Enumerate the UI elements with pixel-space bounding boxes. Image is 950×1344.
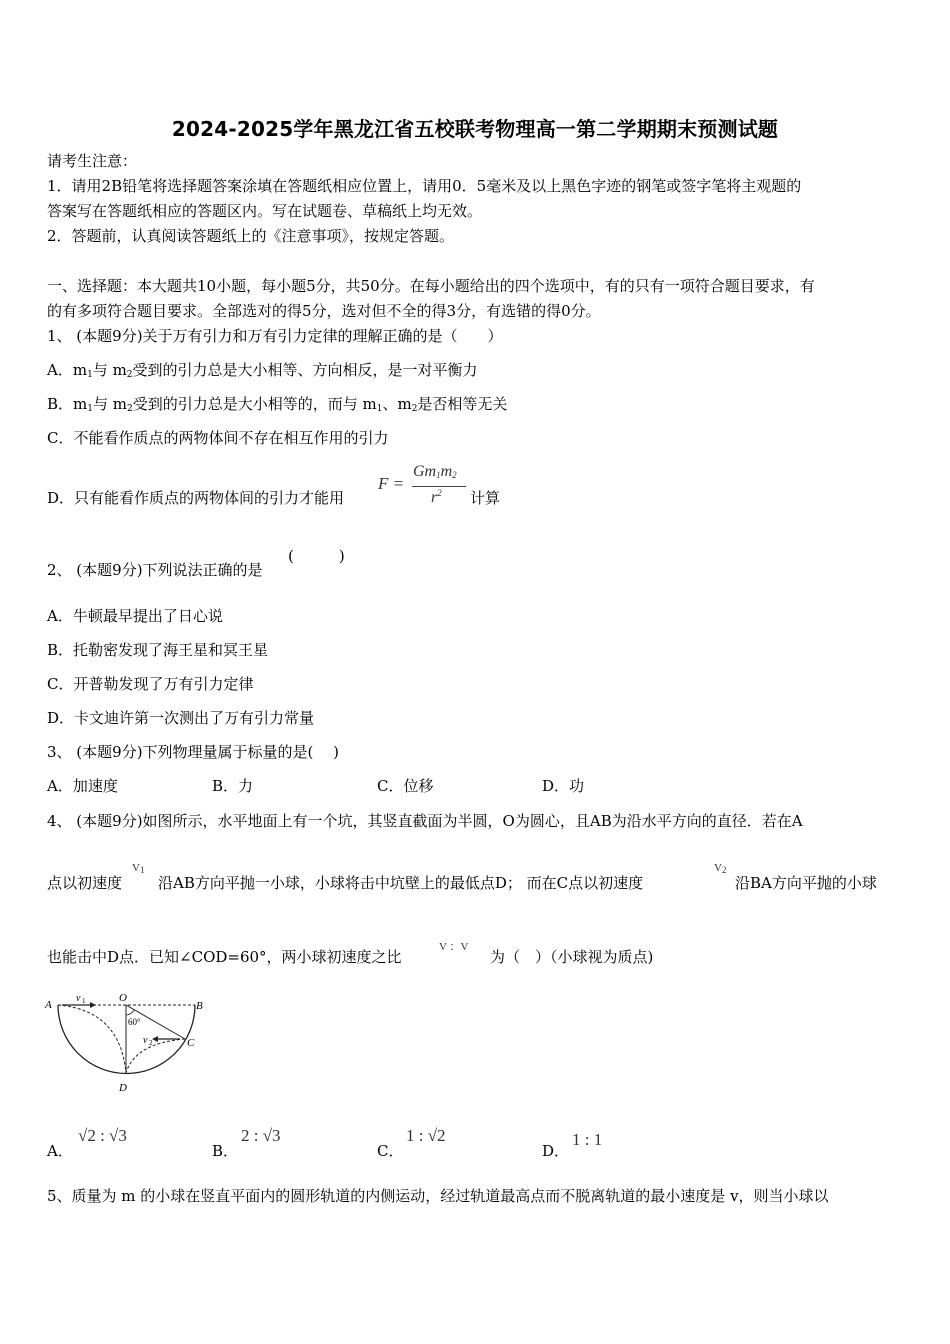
label-a: A [45,999,52,1011]
gravitation-formula-numerator: $Gm_1m_2$ [413,463,457,480]
q3-stem: 3、 (本题9分)下列物理量属于标量的是( ) [47,743,340,761]
section-intro-1: 一、选择题：本大题共10小题，每小题5分，共50分。在每小题给出的四个选项中，有的只有一项符合题目要求，有 [47,277,815,295]
q1-option-d-suffix: 计算 [470,489,501,507]
q4-stem-line2b: 沿AB方向平抛一小球，小球将击中坑壁上的最低点D； 而在C点以初速度 [158,874,644,892]
q3-option-b: B．力 [212,777,254,795]
v1-symbol: $V_1$ [132,862,145,875]
q4-stem-line2a: 点以初速度 [47,874,123,892]
q4-option-c-value: 1 : √2 [406,1126,446,1145]
q5-stem-line1: 5、质量为 m 的小球在竖直平面内的圆形轨道的内侧运动，经过轨道最高点而不脱离轨道的最小速度是 v，则当小球以 [47,1187,829,1205]
q4-stem-line1: 4、 (本题9分)如图所示，水平地面上有一个坑，其竖直截面为半圆，O为圆心，且AB为沿水平方向的直径．若在A [47,812,803,830]
q4-option-b-value: 2 : √3 [241,1126,281,1145]
formula-fraction-bar [412,486,466,487]
q2-option-d: D．卡文迪许第一次测出了万有引力常量 [47,709,315,727]
q1-option-b: B．$m_1$与 $m_2$受到的引力总是大小相等的，而与 $m_1$、$m_2$是否相等无关 [47,395,508,414]
label-v1: v [76,993,81,1004]
label-d: D [119,1082,127,1094]
notice-heading: 请考生注意： [47,152,138,170]
q4-option-d-label: D． [542,1142,570,1160]
q4-stem-line3b: 为（ ）（小球视为质点) [490,948,654,966]
v2-symbol: $V_2$ [714,862,727,875]
q2-option-b: B．托勒密发现了海王星和冥王星 [47,641,269,659]
q3-option-d: D．功 [542,777,585,795]
q4-stem-line3a: 也能击中D点．已知∠COD=60°，两小球初速度之比 [47,948,402,966]
q4-option-a-value: √2 : √3 [78,1126,127,1145]
label-c: C [187,1037,195,1049]
label-o: O [119,992,127,1004]
q3-option-c: C．位移 [377,777,434,795]
trajectory-a [58,1005,126,1073]
label-v2-sub: 2 [149,1039,153,1047]
label-b: B [196,1000,203,1012]
v1-arrowhead [90,1002,96,1008]
q1-option-c: C．不能看作质点的两物体间不存在相互作用的引力 [47,429,389,447]
q2-answer-paren: ( ) [288,547,345,565]
q4-option-b-label: B． [212,1142,239,1160]
q4-option-c-label: C． [377,1142,404,1160]
label-v1-sub: 1 [82,997,86,1005]
q3-option-a: A．加速度 [47,777,118,795]
q4-option-d-value: 1 : 1 [572,1130,603,1149]
q4-stem-line2c: 沿BA方向平抛的小球 [735,874,877,892]
label-angle: 60° [128,1017,141,1027]
angle-arc [126,1010,134,1015]
q2-stem: 2、 (本题9分)下列说法正确的是 [47,561,263,579]
q2-option-a: A．牛顿最早提出了日心说 [47,607,223,625]
q1-option-d: D．只有能看作质点的两物体间的引力才能用 [47,489,345,507]
q4-option-a-label: A． [47,1142,73,1160]
q4-diagram [40,985,220,1100]
v2-arrowhead [152,1036,158,1042]
page-title: 2024-2025学年黑龙江省五校联考物理高一第二学期期末预测试题 [171,117,779,141]
notice-line-1: 1．请用2B铅笔将选择题答案涂填在答题纸相应位置上，请用0．5毫米及以上黑色字迹的钢笔或签字笔将主观题的 [47,177,802,195]
gravitation-formula-denominator: $r^2$ [431,488,442,506]
q1-stem: 1、 (本题9分)关于万有引力和万有引力定律的理解正确的是（ ） [47,327,503,345]
q2-option-c: C．开普勒发现了万有引力定律 [47,675,254,693]
section-intro-2: 的有多项符合题目要求。全部选对的得5分，选对但不全的得3分，有选错的得0分。 [47,302,601,320]
q1-option-a: A．$m_1$与 $m_2$受到的引力总是大小相等、方向相反，是一对平衡力 [47,361,478,380]
gravitation-formula-lhs: F = [378,474,405,493]
v-ratio-symbol: V ：V [439,941,469,953]
label-v2: v [143,1035,148,1046]
notice-line-2: 2．答题前，认真阅读答题纸上的《注意事项》，按规定答题。 [47,227,455,245]
notice-line-1b: 答案写在答题纸相应的答题区内。写在试题卷、草稿纸上均无效。 [47,202,483,220]
